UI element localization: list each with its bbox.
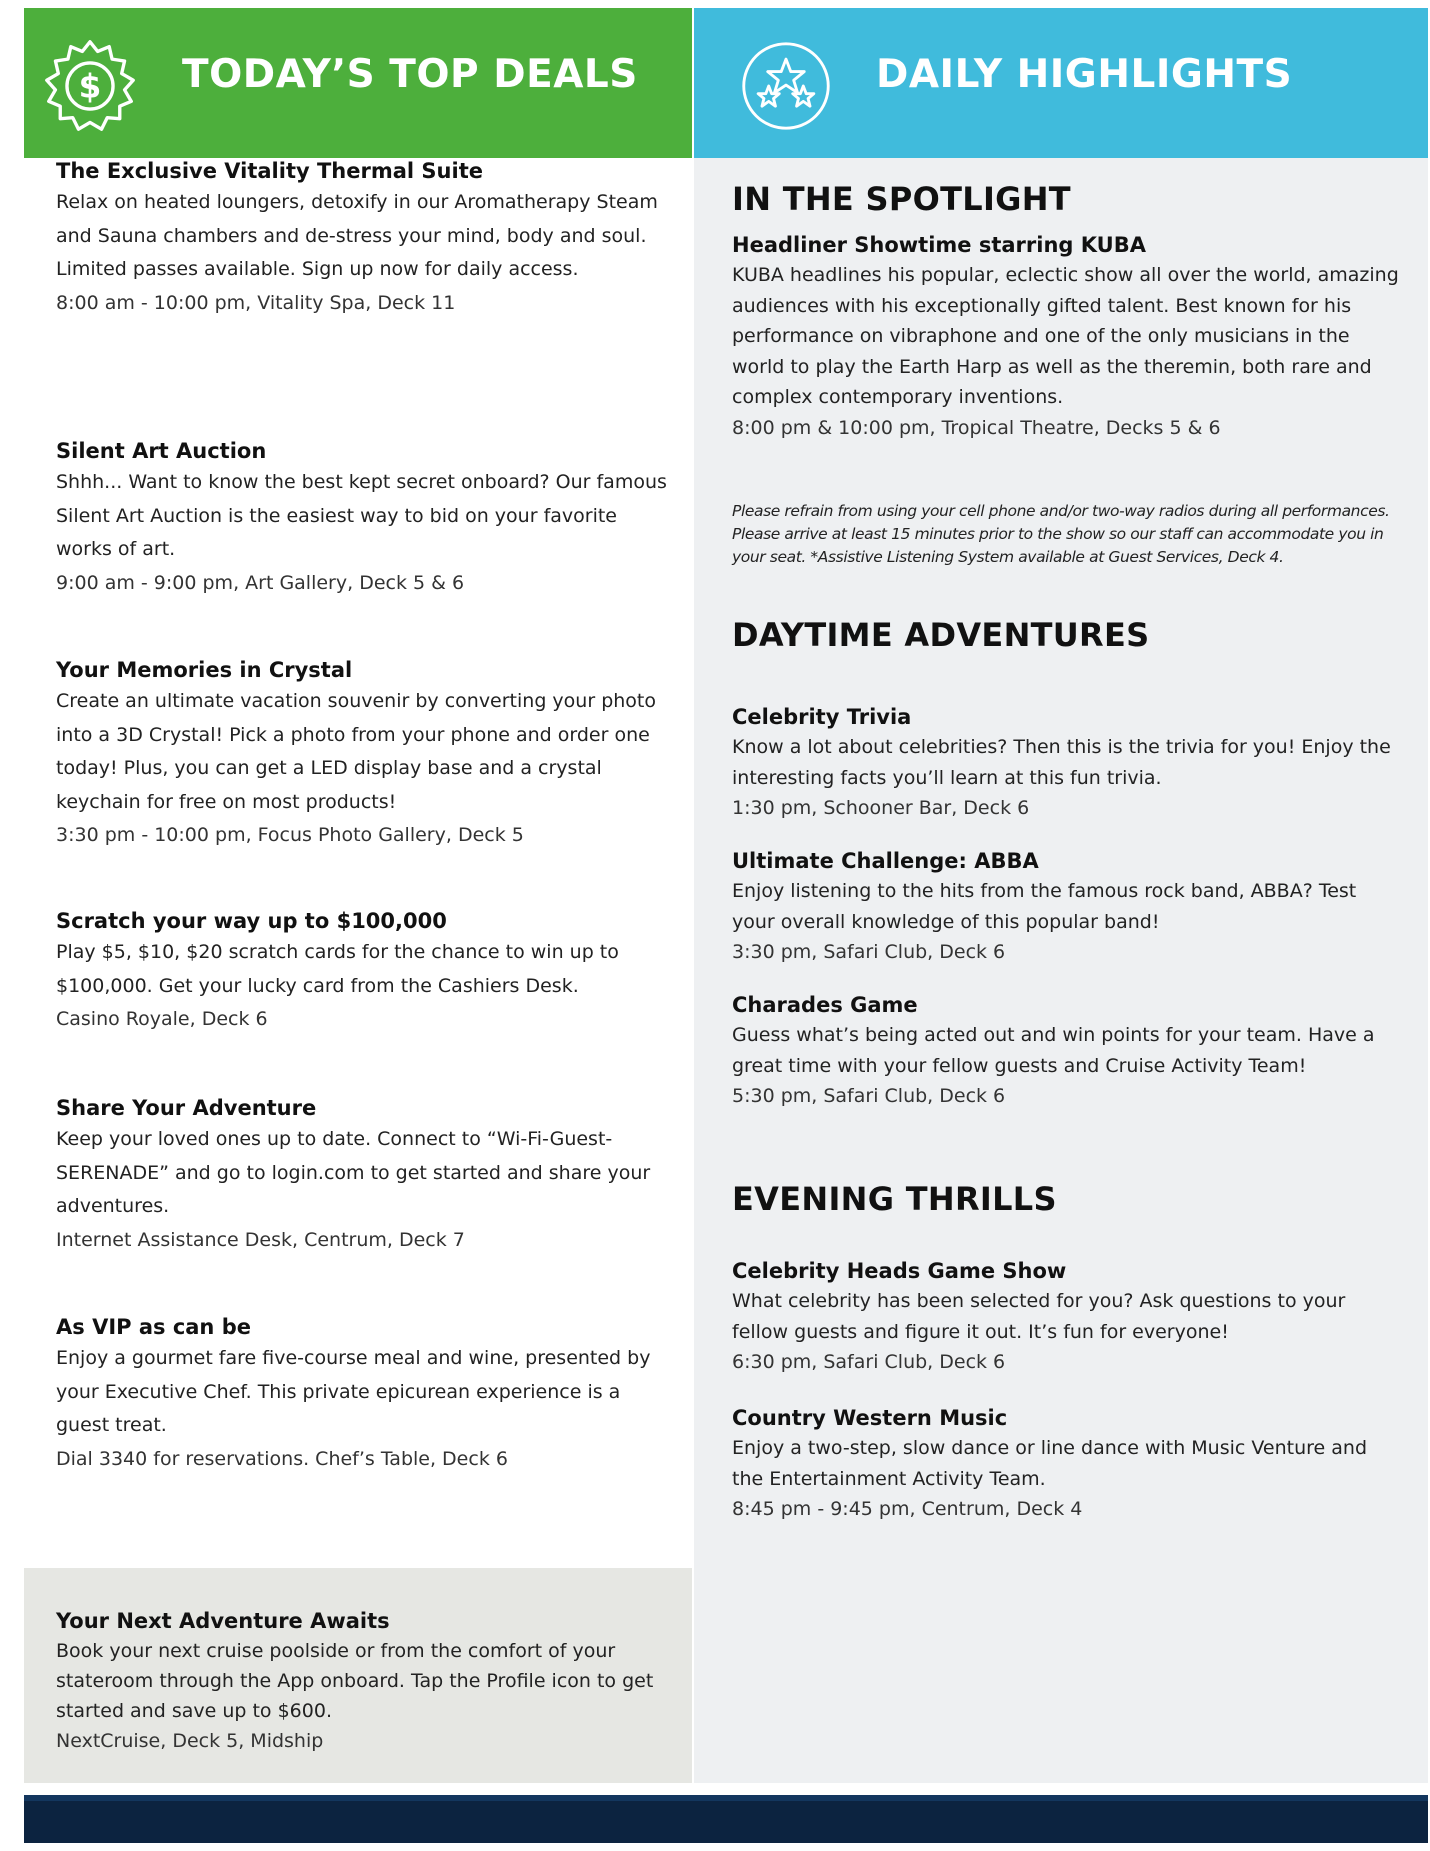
daytime-description: Guess what’s being acted out and win points for your team. Have a great time with your fellow guests and Cruise Activity Team! (732, 1024, 1375, 1077)
deal-item (56, 1312, 676, 1476)
daytime-title: Charades Game (732, 993, 918, 1017)
evening-description: What celebrity has been selected for you? Ask questions to your fellow guests and figure it out. It’s fun for everyone! (732, 1290, 1346, 1343)
deal-item (56, 906, 676, 1037)
deal-description: Relax on heated loungers, detoxify in our Aromatherapy Steam and Sauna chambers and de-stress your mind, body and soul. Limited passes available. Sign up now for daily access. (56, 191, 658, 280)
deal-description: Play $5, $10, $20 scratch cards for the chance to win up to $100,000. Get your lucky card from the Cashiers Desk. (56, 941, 619, 997)
evening-title: Celebrity Heads Game Show (732, 1259, 1067, 1283)
daytime-title: Ultimate Challenge: ABBA (732, 849, 1039, 873)
deal-description: Keep your loved ones up to date. Connect to “Wi-Fi-Guest-SERENADE” and go to login.com to get started and share your adventures. (56, 1128, 651, 1217)
deal-schedule: Internet Assistance Desk, Centrum, Deck 7 (56, 1228, 465, 1251)
deal-title: Share Your Adventure (56, 1096, 317, 1120)
top-deals-header (24, 8, 692, 158)
deal-schedule: Dial 3340 for reservations. Chef’s Table, Deck 6 (56, 1447, 508, 1470)
promo-title: Your Next Adventure Awaits (56, 1609, 390, 1633)
promo-description: Book your next cruise poolside or from the comfort of your stateroom through the App onboard. Tap the Profile icon to get started and save up to $600. (56, 1640, 654, 1722)
footer-bar (24, 1795, 1428, 1843)
daytime-heading: DAYTIME ADVENTURES (732, 616, 1150, 654)
daily-highlights-column (694, 8, 1428, 1783)
evening-description: Enjoy a two-step, slow dance or line dance with Music Venture and the Entertainment Activity Team. (732, 1437, 1368, 1490)
evening-item (732, 1256, 1402, 1378)
daytime-item (732, 990, 1402, 1112)
daytime-item (732, 702, 1402, 824)
deal-title: Your Memories in Crystal (56, 658, 353, 682)
deal-schedule: Casino Royale, Deck 6 (56, 1008, 268, 1030)
deal-title: The Exclusive Vitality Thermal Suite (56, 159, 483, 183)
deal-item (56, 655, 676, 853)
deal-title: Silent Art Auction (56, 439, 267, 463)
performance-notice: Please refrain from using your cell phone and/or two-way radios during all performances. Please arrive at least 15 minutes prior to the show so our staff can accommodate you in your seat. *Assistive Listening System available at Guest Services, Deck 4. (732, 502, 1390, 566)
deal-item (56, 1093, 676, 1257)
footer-stripe (24, 1795, 1428, 1801)
top-deals-title: TODAY’S TOP DEALS (182, 52, 638, 97)
daytime-schedule: 5:30 pm, Safari Club, Deck 6 (732, 1085, 1006, 1107)
spotlight-heading: IN THE SPOTLIGHT (732, 180, 1071, 218)
top-deals-column (24, 8, 692, 1783)
stars-circle-icon (738, 38, 834, 134)
deal-item (56, 156, 676, 320)
next-adventure-promo (24, 1568, 692, 1783)
deal-schedule: 8:00 am - 10:00 pm, Vitality Spa, Deck 11 (56, 291, 456, 314)
evening-title: Country Western Music (732, 1406, 1008, 1430)
spotlight-schedule: 8:00 pm & 10:00 pm, Tropical Theatre, Decks 5 & 6 (732, 416, 1221, 439)
evening-item (732, 1403, 1402, 1525)
deal-description: Create an ultimate vacation souvenir by converting your photo into a 3D Crystal! Pick a photo from your phone and order one today! Plus, you can get a LED display base and a crystal keychain for free on most products! (56, 690, 656, 813)
spotlight-title: Headliner Showtime starring KUBA (732, 233, 1146, 257)
deal-item (56, 436, 676, 600)
deal-schedule: 3:30 pm - 10:00 pm, Focus Photo Gallery, Deck 5 (56, 824, 524, 846)
svg-text:$: $ (78, 67, 102, 106)
daytime-title: Celebrity Trivia (732, 705, 912, 729)
deal-title: As VIP as can be (56, 1315, 251, 1339)
dollar-badge-icon (42, 38, 138, 134)
deal-description: Enjoy a gourmet fare five-course meal and wine, presented by your Executive Chef. This private epicurean experience is a guest treat. (56, 1347, 651, 1436)
daytime-schedule: 3:30 pm, Safari Club, Deck 6 (732, 941, 1006, 963)
daytime-description: Enjoy listening to the hits from the famous rock band, ABBA? Test your overall knowledge of this popular band! (732, 880, 1357, 933)
evening-schedule: 8:45 pm - 9:45 pm, Centrum, Deck 4 (732, 1498, 1083, 1520)
spotlight-item (732, 230, 1402, 443)
evening-schedule: 6:30 pm, Safari Club, Deck 6 (732, 1351, 1006, 1373)
deal-description: Shhh... Want to know the best kept secret onboard? Our famous Silent Art Auction is the easiest way to bid on your favorite works of art. (56, 471, 667, 560)
evening-heading: EVENING THRILLS (732, 1180, 1057, 1218)
deal-title: Scratch your way up to $100,000 (56, 909, 447, 933)
deal-schedule: 9:00 am - 9:00 pm, Art Gallery, Deck 5 & 6 (56, 571, 465, 594)
daily-highlights-header (694, 8, 1428, 158)
daytime-description: Know a lot about celebrities? Then this is the trivia for you! Enjoy the interesting facts you’ll learn at this fun trivia. (732, 736, 1391, 789)
daytime-item (732, 846, 1402, 968)
daily-highlights-title: DAILY HIGHLIGHTS (876, 52, 1293, 97)
spotlight-description: KUBA headlines his popular, eclectic show all over the world, amazing audiences with his exceptionally gifted talent. Best known for his performance on vibraphone and one of the only musicians in the world to play the Earth Harp as well as the theremin, both rare and complex contemporary inventions. (732, 264, 1399, 408)
promo-location: NextCruise, Deck 5, Midship (56, 1730, 324, 1752)
daytime-schedule: 1:30 pm, Schooner Bar, Deck 6 (732, 797, 1030, 819)
promo-item (56, 1606, 656, 1756)
